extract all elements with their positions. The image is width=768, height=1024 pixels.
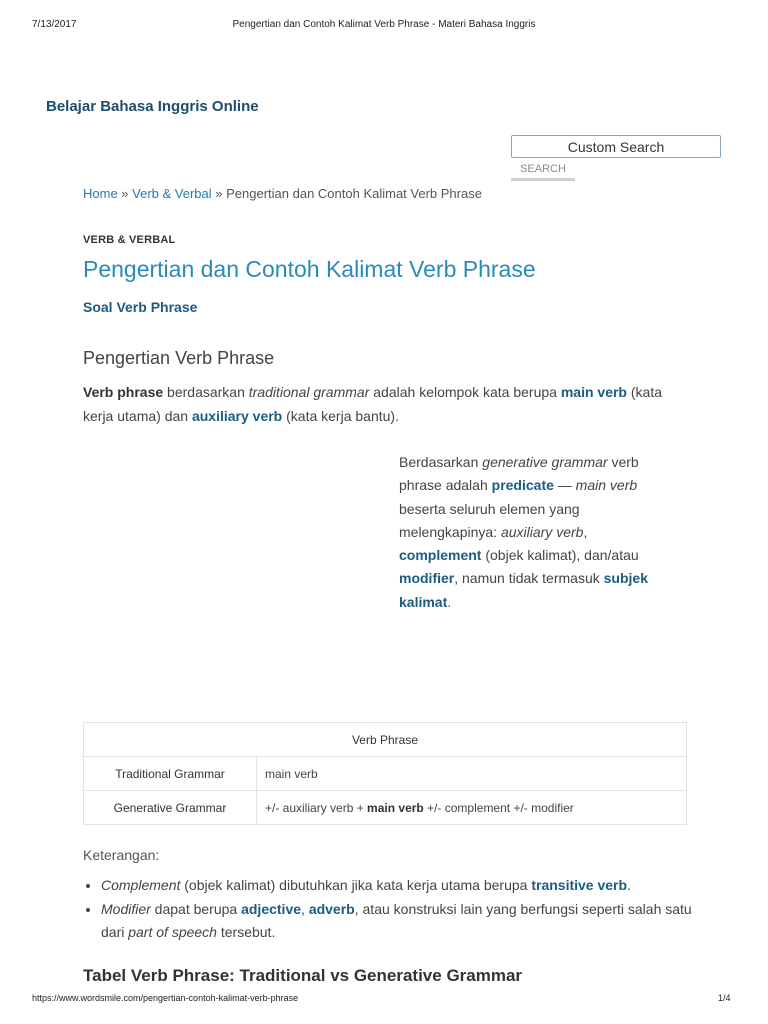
print-date: 7/13/2017 <box>32 19 77 30</box>
section-heading: Pengertian Verb Phrase <box>83 348 275 368</box>
text: verb phrase adalah <box>399 454 639 494</box>
text: +/- auxiliary verb + <box>265 800 368 815</box>
table-cell-value <box>257 791 687 825</box>
modifier-link[interactable]: modifier <box>399 570 455 587</box>
site-title[interactable]: Belajar Bahasa Inggris Online <box>46 98 259 115</box>
term-auxiliary-verb: auxiliary verb <box>500 523 584 540</box>
transitive-verb-link[interactable]: transitive verb <box>531 877 628 893</box>
text: Berdasarkan <box>399 454 483 470</box>
term-generative-grammar: generative grammar <box>482 454 608 470</box>
print-title: Pengertian dan Contoh Kalimat Verb Phrase - Materi Bahasa Inggris <box>232 19 536 30</box>
text: , atau konstruksi lain yang berfungsi seperti salah satu dari <box>101 900 692 940</box>
term-main-verb: main verb <box>367 800 424 815</box>
main-verb-link[interactable]: main verb <box>560 384 627 400</box>
adjective-link[interactable]: adjective <box>241 900 302 917</box>
article-category-link[interactable]: VERB & VERBAL <box>83 234 176 246</box>
breadcrumb-separator: » <box>117 186 133 201</box>
term-main-verb: main verb <box>575 477 638 494</box>
table-cell-value: main verb <box>257 757 687 791</box>
breadcrumb <box>83 186 482 201</box>
text: adalah kelompok kata berupa <box>369 384 561 400</box>
page-title: Pengertian dan Contoh Kalimat Verb Phrase <box>83 256 536 282</box>
text: berdasarkan <box>163 384 249 400</box>
text: , namun tidak termasuk <box>454 570 604 587</box>
search-input[interactable]: Custom Search <box>511 135 721 158</box>
verb-phrase-table <box>83 722 687 825</box>
breadcrumb-home-link[interactable]: Home <box>83 186 118 201</box>
soal-verb-phrase-link[interactable]: Soal Verb Phrase <box>83 299 198 315</box>
keterangan-label: Keterangan: <box>83 847 160 863</box>
subjek-kalimat-link[interactable]: subjek kalimat <box>399 570 648 610</box>
breadcrumb-separator: » <box>211 186 227 201</box>
text: (kata kerja utama) dan <box>83 384 662 424</box>
table-row <box>84 757 687 791</box>
term-complement: Complement <box>101 877 181 893</box>
term-traditional-grammar: traditional grammar <box>248 384 370 400</box>
print-url: https://www.wordsmile.com/pengertian-contoh-kalimat-verb-phrase <box>32 993 299 1003</box>
text: dapat berupa <box>150 900 242 917</box>
paragraph-generative <box>399 451 671 614</box>
text: . <box>627 877 631 893</box>
breadcrumb-current: Pengertian dan Contoh Kalimat Verb Phrase <box>226 186 482 201</box>
notes-list <box>83 874 711 945</box>
breadcrumb-category-link[interactable]: Verb & Verbal <box>132 186 212 201</box>
table-row <box>84 791 687 825</box>
table-cell-label: Traditional Grammar <box>84 757 257 791</box>
term-modifier: Modifier <box>101 900 151 917</box>
table-cell-label: Generative Grammar <box>84 791 257 825</box>
text: (objek kalimat), dan/atau <box>481 547 639 564</box>
table-header-row <box>84 723 687 757</box>
list-item <box>101 898 711 945</box>
list-item <box>101 874 711 898</box>
text: , <box>301 900 309 917</box>
print-page-number: 1/4 <box>718 993 731 1003</box>
table-section-heading: Tabel Verb Phrase: Traditional vs Generative Grammar <box>83 966 523 985</box>
text: , <box>583 523 588 540</box>
paragraph-traditional <box>83 380 693 428</box>
term-verb-phrase: Verb phrase <box>83 384 164 400</box>
auxiliary-verb-link[interactable]: auxiliary verb <box>191 408 283 424</box>
term-part-of-speech: part of speech <box>128 924 217 940</box>
adverb-link[interactable]: adverb <box>308 900 355 917</box>
complement-link[interactable]: complement <box>399 547 482 564</box>
predicate-link[interactable]: predicate <box>491 477 554 494</box>
text: (kata kerja bantu). <box>282 408 399 424</box>
text: +/- complement +/- modifier <box>423 800 574 815</box>
text: — <box>553 477 576 494</box>
text: . <box>447 593 452 610</box>
table-header: Verb Phrase <box>84 723 687 757</box>
text: tersebut. <box>216 924 276 940</box>
search-button[interactable]: SEARCH <box>511 161 575 181</box>
text: beserta seluruh elemen yang melengkapinya: <box>399 500 580 540</box>
text: (objek kalimat) dibutuhkan jika kata kerja utama berupa <box>180 877 532 893</box>
